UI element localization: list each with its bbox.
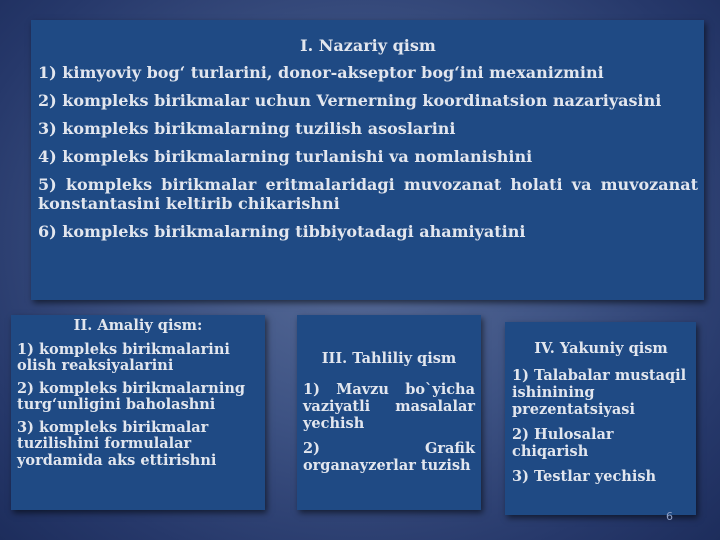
section-theoretical-box (31, 20, 704, 300)
list-item: 1) Mavzu bo`yicha vaziyatli masalalar yechish (303, 381, 475, 432)
section-theoretical-title: I. Nazariy qism (300, 36, 436, 55)
list-item: 3) kompleks birikmalarning tuzilish asoslarini (38, 119, 456, 138)
list-item: 2) kompleks birikmalarning turg‘unligini baholashni (17, 379, 246, 413)
list-item: 5) kompleks birikmalar eritmalaridagi muvozanat holati va muvozanat konstantasini keltirib chikarishni (38, 175, 698, 213)
section-analytical-box (297, 315, 481, 510)
list-item: 1) kimyoviy bog‘ turlarini, donor-akseptor bog‘ini mexanizmini (38, 63, 604, 82)
section-practical-title: II. Amaliy qism: (73, 317, 203, 334)
list-item: 2) Grafik organayzerlar tuzish (303, 440, 475, 474)
section-practical-box (11, 315, 265, 510)
section-analytical-title: III. Tahliliy qism (321, 350, 457, 367)
page-number: 6 (666, 510, 673, 523)
section-final-title: IV. Yakuniy qism (534, 340, 668, 357)
list-item: 3) kompleks birikmalar tuzilishini formulalar yordamida aks ettirishni (17, 418, 217, 469)
section-final-box (505, 322, 696, 515)
list-item: 3) Testlar yechish (512, 468, 657, 485)
list-item: 2) Hulosalar chiqarish (512, 426, 614, 460)
list-item: 2) kompleks birikmalar uchun Vernerning koordinatsion nazariyasini (38, 91, 662, 110)
list-item: 6) kompleks birikmalarning tibbiyotadagi ahamiyatini (38, 222, 526, 241)
list-item: 1) Talabalar mustaqil ishinining prezentatsiyasi (512, 367, 687, 418)
list-item: 4) kompleks birikmalarning turlanishi va nomlanishini (38, 147, 533, 166)
list-item: 1) kompleks birikmalarini olish reaksiyalarini (17, 340, 230, 374)
